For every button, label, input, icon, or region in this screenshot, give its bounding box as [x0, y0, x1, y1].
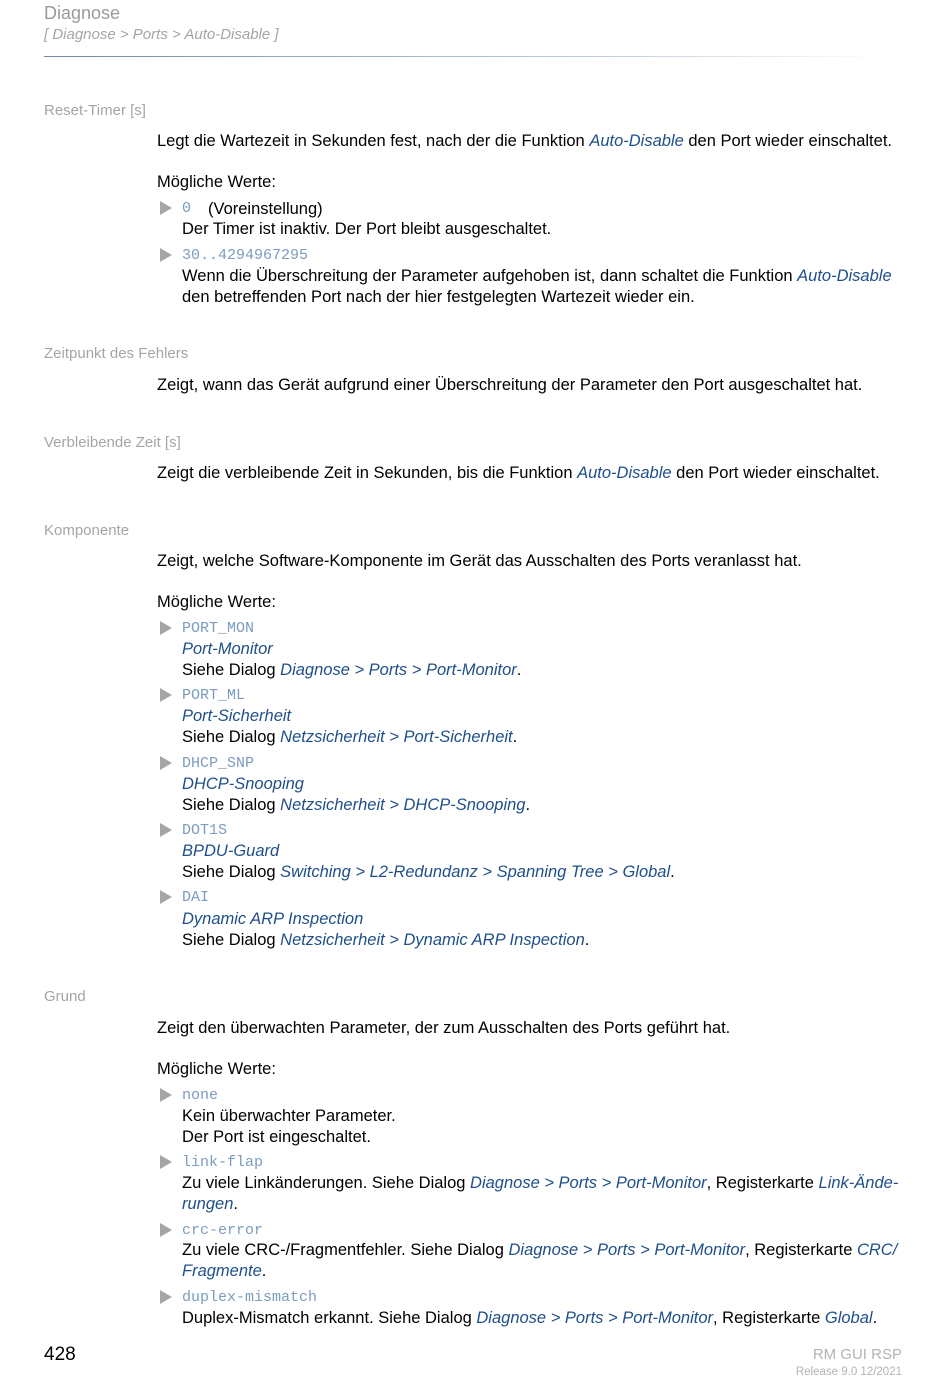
reset-timer-intro: Legt die Wartezeit in Sekunden fest, nach der die Funktion Auto-Disable den Port wieder einschaltet.	[157, 132, 892, 150]
value-code: crc-error	[182, 1222, 264, 1239]
tab-link[interactable]: Global	[824, 1309, 873, 1327]
bullet-triangle-icon	[160, 756, 172, 770]
auto-disable-link[interactable]: Auto-Disable	[797, 267, 892, 285]
tab-link[interactable]: Link-Ände-	[818, 1174, 899, 1192]
page-number: 428	[44, 1344, 76, 1365]
value-description: Kein überwachter Parameter. Der Port ist eingeschaltet.	[182, 1107, 396, 1146]
bullet-triangle-icon	[160, 1223, 172, 1237]
default-note: (Voreinstellung)	[208, 200, 323, 218]
value-code: DHCP_SNP	[182, 755, 255, 772]
page-title: Diagnose	[44, 3, 121, 23]
value-code: 30..4294967295	[182, 247, 309, 264]
values-label: Mögliche Werte:	[157, 173, 276, 191]
dialog-link[interactable]: Diagnose > Ports > Port-Monitor	[476, 1309, 713, 1327]
section-heading-verbleibende-zeit: Verbleibende Zeit [s]	[44, 434, 181, 451]
value-description: Port-Sicherheit Siehe Dialog Netzsicherheit > Port-Sicherheit.	[182, 707, 518, 746]
value-description: BPDU-Guard Siehe Dialog Switching > L2-Redundanz > Spanning Tree > Global.	[182, 842, 675, 881]
values-label: Mögliche Werte:	[157, 1060, 276, 1078]
value-code: PORT_ML	[182, 687, 246, 704]
tab-link[interactable]: rungen	[182, 1195, 234, 1213]
value-description: Port-Monitor Siehe Dialog Diagnose > Ports > Port-Monitor.	[182, 640, 522, 679]
bullet-triangle-icon	[160, 890, 172, 904]
values-label: Mögliche Werte:	[157, 593, 276, 611]
footer-doc-title: RM GUI RSP	[812, 1346, 902, 1363]
value-code: duplex-mismatch	[182, 1289, 318, 1306]
bullet-triangle-icon	[160, 248, 172, 262]
value-code: DAI	[182, 889, 210, 906]
grund-intro: Zeigt den überwachten Parameter, der zum Ausschalten des Ports geführt hat.	[157, 1019, 731, 1037]
bullet-triangle-icon	[160, 1088, 172, 1102]
value-description: Zu viele Linkänderungen. Siehe Dialog Diagnose > Ports > Port-Monitor, Registerkarte Link-Ände- rungen.	[182, 1174, 899, 1213]
dialog-link[interactable]: Diagnose > Ports > Port-Monitor	[470, 1174, 707, 1192]
dialog-link[interactable]: Netzsicherheit > Dynamic ARP Inspection	[280, 931, 585, 949]
dialog-link[interactable]: Diagnose > Ports > Port-Monitor	[508, 1241, 746, 1259]
tab-link[interactable]: CRC/	[856, 1241, 898, 1259]
auto-disable-link[interactable]: Auto-Disable	[589, 132, 684, 150]
value-description: Wenn die Überschreitung der Parameter aufgehoben ist, dann schaltet die Funktion Auto-Disable den betreffenden Port nach der hier festgelegten Wartezeit wieder ein.	[182, 267, 892, 306]
bullet-triangle-icon	[160, 201, 172, 215]
tab-link[interactable]: Fragmente	[182, 1262, 262, 1280]
value-code: PORT_MON	[182, 620, 255, 637]
section-heading-komponente: Komponente	[44, 522, 130, 539]
value-description: DHCP-Snooping Siehe Dialog Netzsicherheit > DHCP-Snooping.	[182, 775, 531, 814]
value-code: link-flap	[182, 1154, 264, 1171]
dialog-link[interactable]: Switching > L2-Redundanz > Spanning Tree > Global	[280, 863, 671, 881]
dialog-link[interactable]: Netzsicherheit > Port-Sicherheit	[280, 728, 513, 746]
komponente-intro: Zeigt, welche Software-Komponente im Gerät das Ausschalten des Ports veranlasst hat.	[157, 552, 802, 570]
section-heading-grund: Grund	[44, 988, 86, 1005]
bullet-triangle-icon	[160, 688, 172, 702]
value-code: none	[182, 1087, 219, 1104]
section-heading-reset-timer: Reset-Timer [s]	[44, 102, 146, 119]
verbleibende-text: Zeigt die verbleibende Zeit in Sekunden, bis die Funktion Auto-Disable den Port wieder einschaltet.	[157, 464, 880, 482]
dialog-link[interactable]: Diagnose > Ports > Port-Monitor	[280, 661, 517, 679]
breadcrumb: [ Diagnose > Ports > Auto-Disable ]	[44, 26, 279, 43]
value-description: Dynamic ARP Inspection Siehe Dialog Netzsicherheit > Dynamic ARP Inspection.	[182, 910, 590, 949]
value-description: Zu viele CRC-/Fragmentfehler. Siehe Dialog Diagnose > Ports > Port-Monitor, Registerkarte CRC/ Fragmente.	[182, 1241, 898, 1280]
bullet-triangle-icon	[160, 1290, 172, 1304]
value-description: Duplex-Mismatch erkannt. Siehe Dialog Diagnose > Ports > Port-Monitor, Registerkarte Global.	[182, 1309, 878, 1327]
header-divider	[44, 56, 886, 57]
value-code: 0	[182, 200, 192, 217]
dialog-link[interactable]: Netzsicherheit > DHCP-Snooping	[280, 796, 526, 814]
auto-disable-link[interactable]: Auto-Disable	[577, 464, 672, 482]
value-code: DOT1S	[182, 822, 228, 839]
zeitpunkt-text: Zeigt, wann das Gerät aufgrund einer Überschreitung der Parameter den Port ausgeschaltet hat.	[157, 376, 863, 394]
bullet-triangle-icon	[160, 1155, 172, 1169]
value-description: Der Timer ist inaktiv. Der Port bleibt ausgeschaltet.	[182, 220, 552, 238]
bullet-triangle-icon	[160, 621, 172, 635]
footer-release: Release 9.0 12/2021	[795, 1366, 902, 1378]
bullet-triangle-icon	[160, 823, 172, 837]
section-heading-zeitpunkt: Zeitpunkt des Fehlers	[44, 345, 189, 362]
